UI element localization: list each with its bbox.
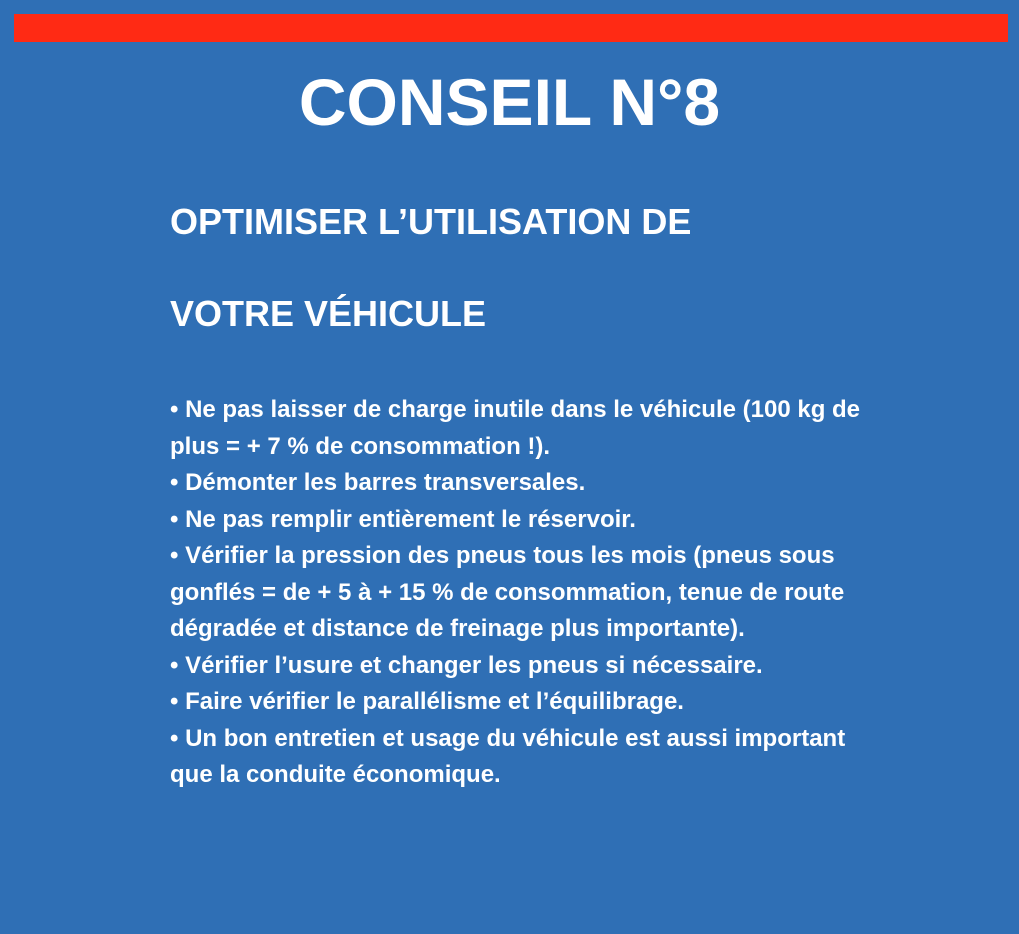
advice-item: • Vérifier l’usure et changer les pneus si nécessaire. [170, 651, 763, 679]
page-title: CONSEIL N°8 [298, 65, 721, 139]
advice-item: • Ne pas laisser de charge inutile dans le véhicule (100 kg de plus = + 7 % de consommation !). [170, 396, 861, 460]
subtitle-line-1: OPTIMISER L’UTILISATION DE [170, 201, 692, 242]
advice-item: • Un bon entretien et usage du véhicule est aussi important que la conduite économique. [170, 724, 846, 788]
advice-item: • Vérifier la pression des pneus tous les mois (pneus sous gonflés = de + 5 à + 15 % de consommation, tenue de route dégradée et distance de freinage plus importante). [170, 542, 845, 642]
accent-bar [14, 14, 1008, 42]
advice-item: • Ne pas remplir entièrement le réservoir. [170, 505, 636, 533]
advice-list [170, 392, 870, 794]
advice-item: • Faire vérifier le parallélisme et l’équilibrage. [170, 688, 684, 715]
advice-item: • Démonter les barres transversales. [170, 469, 586, 496]
subtitle-line-2: VOTRE VÉHICULE [170, 293, 487, 334]
